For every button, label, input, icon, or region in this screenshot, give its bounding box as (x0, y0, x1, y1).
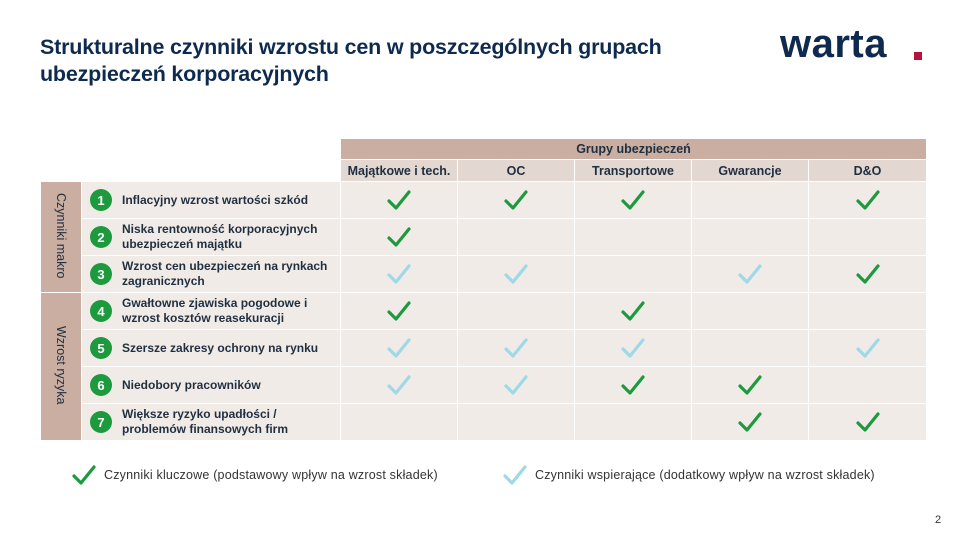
key-check-icon (621, 300, 645, 322)
support-check-icon (504, 263, 528, 285)
row-number-badge: 6 (90, 374, 112, 396)
row-label: Gwałtowne zjawiska pogodowe i wzrost kosztów reasekuracji (122, 296, 308, 325)
table-row (41, 219, 927, 256)
support-check-icon (621, 337, 645, 359)
support-check-icon (387, 337, 411, 359)
table-row (41, 404, 927, 441)
matrix-cell (341, 367, 458, 404)
group-header: Grupy ubezpieczeń (341, 139, 927, 160)
table-row (41, 330, 927, 367)
logo-text: warta (780, 22, 887, 66)
row-label-cell (82, 219, 341, 256)
matrix-cell (575, 182, 692, 219)
matrix-cell (341, 330, 458, 367)
row-label: Wzrost cen ubezpieczeń na rynkach zagranicznych (122, 259, 328, 288)
key-check-icon (856, 263, 880, 285)
matrix-cell (458, 182, 575, 219)
matrix-cell (458, 256, 575, 293)
support-check-icon (504, 337, 528, 359)
column-header: D&O (809, 160, 927, 182)
support-check-icon (856, 337, 880, 359)
matrix-cell (575, 404, 692, 441)
legend-support (503, 462, 875, 488)
side-group-label (41, 182, 82, 293)
column-header: Majątkowe i tech. (341, 160, 458, 182)
matrix-cell (458, 219, 575, 256)
table-row (41, 367, 927, 404)
matrix-cell (575, 219, 692, 256)
matrix-cell (692, 256, 809, 293)
page-title: Strukturalne czynniki wzrostu cen w poszczególnych grupach ubezpieczeń korporacyjnych (40, 35, 662, 86)
matrix-cell (341, 182, 458, 219)
insurance-factors-table (40, 138, 927, 441)
key-check-icon (856, 411, 880, 433)
legend-key (72, 462, 438, 488)
matrix-cell (809, 256, 927, 293)
row-number-badge: 2 (90, 226, 112, 248)
key-check-icon (738, 374, 762, 396)
row-label-cell (82, 256, 341, 293)
matrix-cell (341, 219, 458, 256)
row-label-cell (82, 293, 341, 330)
key-check-icon (387, 226, 411, 248)
matrix-cell (341, 404, 458, 441)
header-spacer (41, 160, 341, 182)
row-number-badge: 1 (90, 189, 112, 211)
legend-key-label: Czynniki kluczowe (podstawowy wpływ na wzrost składek) (104, 468, 438, 482)
column-header: Transportowe (575, 160, 692, 182)
side-group-label (41, 293, 82, 441)
matrix-cell (458, 367, 575, 404)
matrix-cell (458, 293, 575, 330)
support-check-icon (387, 263, 411, 285)
table-row (41, 182, 927, 219)
matrix-cell (809, 293, 927, 330)
side-group-text: Wzrost ryzyka (54, 325, 68, 405)
matrix-cell (809, 367, 927, 404)
support-check-icon (738, 263, 762, 285)
row-label: Niedobory pracowników (122, 377, 261, 392)
row-label-cell (82, 182, 341, 219)
matrix-cell (575, 256, 692, 293)
matrix-cell (341, 256, 458, 293)
matrix-cell (809, 219, 927, 256)
row-number-badge: 4 (90, 300, 112, 322)
table-row (41, 256, 927, 293)
matrix-cell (692, 330, 809, 367)
key-check-icon (387, 300, 411, 322)
matrix-cell (341, 293, 458, 330)
key-check-icon (621, 374, 645, 396)
legend-support-label: Czynniki wspierające (dodatkowy wpływ na wzrost składek) (535, 468, 875, 482)
matrix-cell (692, 367, 809, 404)
row-number-badge: 3 (90, 263, 112, 285)
matrix-cell (458, 330, 575, 367)
row-label: Większe ryzyko upadłości / problemów finansowych firm (122, 407, 289, 436)
row-label: Szersze zakresy ochrony na rynku (122, 340, 319, 355)
table-row (41, 293, 927, 330)
key-check-icon (856, 189, 880, 211)
matrix-cell (692, 182, 809, 219)
warta-logo (780, 22, 930, 66)
row-label-cell (82, 330, 341, 367)
row-number-badge: 7 (90, 411, 112, 433)
key-check-icon (387, 189, 411, 211)
matrix-cell (458, 404, 575, 441)
matrix-cell (809, 404, 927, 441)
matrix-cell (575, 367, 692, 404)
row-label-cell (82, 367, 341, 404)
key-check-icon (621, 189, 645, 211)
logo-dot (914, 52, 922, 60)
page-number: 2 (935, 514, 942, 526)
key-check-icon (72, 464, 96, 486)
row-label: Niska rentowność korporacyjnych ubezpieczeń majątku (122, 222, 318, 251)
matrix-cell (692, 219, 809, 256)
support-check-icon (387, 374, 411, 396)
key-check-icon (504, 189, 528, 211)
column-header: OC (458, 160, 575, 182)
support-check-icon (504, 374, 528, 396)
key-check-icon (738, 411, 762, 433)
matrix-cell (809, 330, 927, 367)
column-header: Gwarancje (692, 160, 809, 182)
matrix-cell (692, 404, 809, 441)
support-check-icon (503, 464, 527, 486)
header-spacer (41, 139, 341, 160)
matrix-cell (575, 330, 692, 367)
row-label: Inflacyjny wzrost wartości szkód (122, 192, 309, 207)
row-number-badge: 5 (90, 337, 112, 359)
row-label-cell (82, 404, 341, 441)
matrix-cell (575, 293, 692, 330)
matrix-cell (809, 182, 927, 219)
matrix-cell (692, 293, 809, 330)
side-group-text: Czynniki makro (54, 192, 68, 279)
